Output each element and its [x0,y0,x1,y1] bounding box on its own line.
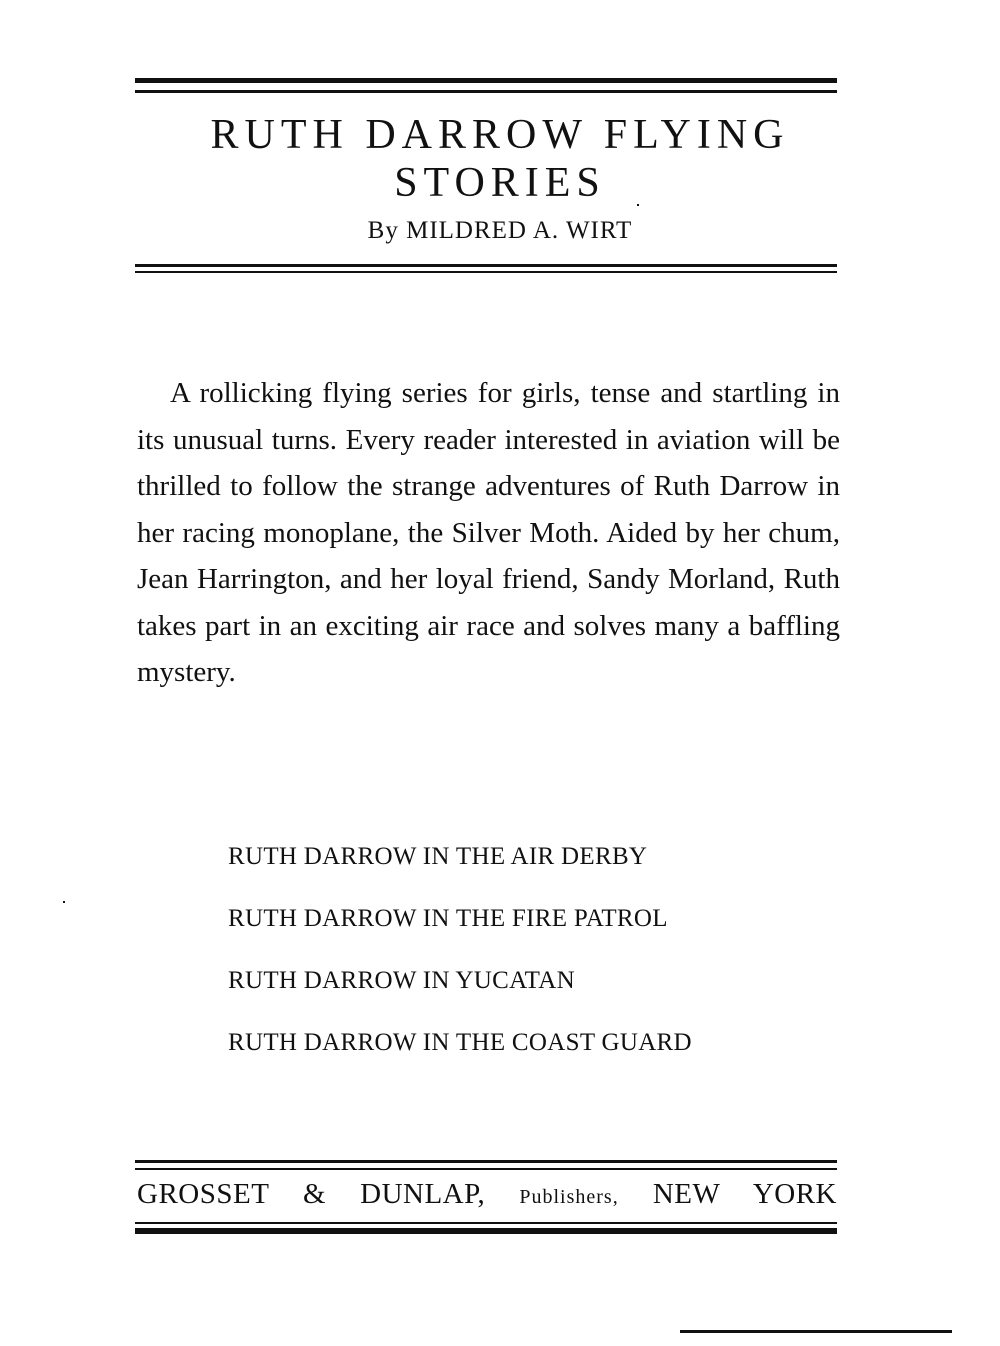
footer-rule-lower [135,1168,837,1170]
bottom-thick-rule [135,1228,837,1234]
book-title: RUTH DARROW IN THE COAST GUARD [228,1029,692,1056]
series-description: A rollicking flying series for girls, tense and startling in its unusual turns. Every reader interested in aviation will be thrilled to follow the strange adventures of Ruth Darrow in her racing monoplane, the Silver Moth. Aided by her chum, Jean Harrington, and her loyal friend, Sandy Morland, Ruth takes part in an exciting air race and solves many a baffling mystery. [137,377,840,688]
header-rule-upper [135,264,837,267]
top-thin-rule [135,90,837,93]
header-rule-lower [135,271,837,273]
publisher-city: NEW YORK [652,1178,838,1210]
scan-speck [637,204,639,206]
scan-speck [63,901,65,903]
book-title: RUTH DARROW IN YUCATAN [228,967,575,994]
scan-line-mark [680,1330,952,1333]
bottom-thin-rule [135,1222,837,1224]
publisher-imprint [137,1178,837,1211]
author-byline: By MILDRED A. WIRT [367,217,633,244]
publisher-name: GROSSET & DUNLAP, [137,1178,486,1210]
series-title-line2: STORIES [394,160,606,206]
publisher-role: Publishers, [519,1186,619,1208]
book-list [228,838,692,1086]
series-title-line1: RUTH DARROW FLYING [210,112,790,158]
book-title: RUTH DARROW IN THE AIR DERBY [228,843,648,870]
book-title: RUTH DARROW IN THE FIRE PATROL [228,905,668,932]
top-thick-rule [135,78,837,83]
footer-rule-upper [135,1160,837,1163]
